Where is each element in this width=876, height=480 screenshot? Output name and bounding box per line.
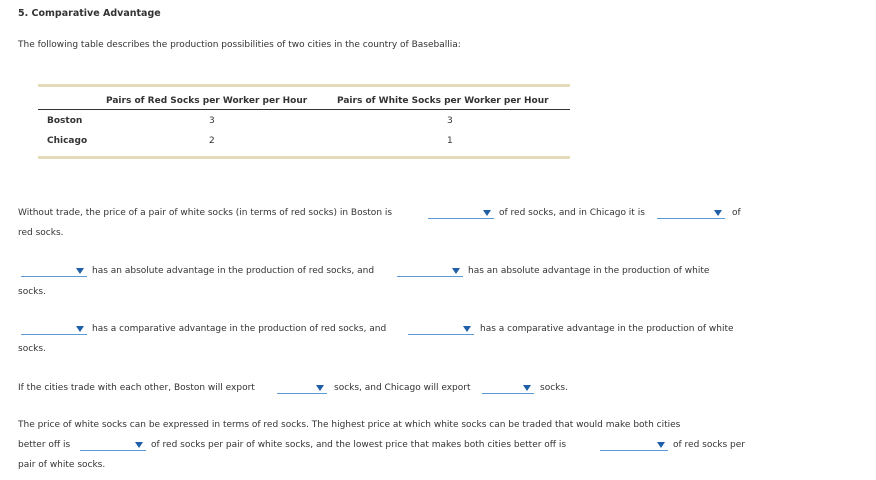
q1-text-2: of red socks, and in Chicago it is	[499, 208, 645, 218]
chevron-down-icon	[452, 268, 460, 274]
absolute-advantage-red-dropdown[interactable]	[21, 265, 87, 277]
boston-price-dropdown[interactable]	[428, 207, 494, 219]
q4-text-1: If the cities trade with each other, Boston will export	[18, 383, 255, 393]
chevron-down-icon	[76, 326, 84, 332]
chevron-down-icon	[714, 210, 722, 216]
q1-text-3: of	[732, 208, 741, 218]
q2-text-2: has an absolute advantage in the production of white	[468, 266, 710, 276]
chicago-export-dropdown[interactable]	[482, 382, 534, 394]
q1-text-4: red socks.	[18, 228, 64, 238]
chicago-price-dropdown[interactable]	[657, 207, 725, 219]
cell-chicago-red: 2	[209, 136, 215, 146]
highest-price-dropdown[interactable]	[80, 439, 146, 451]
row-label-chicago: Chicago	[47, 136, 88, 146]
header-divider	[38, 109, 570, 110]
comparative-advantage-red-dropdown[interactable]	[21, 323, 87, 335]
q2-text-3: socks.	[18, 287, 46, 297]
chevron-down-icon	[657, 442, 665, 448]
lowest-price-dropdown[interactable]	[600, 439, 668, 451]
q3-text-2: has a comparative advantage in the production of white	[480, 324, 734, 334]
cell-chicago-white: 1	[447, 136, 453, 146]
comparative-advantage-white-dropdown[interactable]	[408, 323, 474, 335]
q5-text-5: pair of white socks.	[18, 460, 106, 470]
header-white-socks: Pairs of White Socks per Worker per Hour	[337, 96, 549, 106]
q5-text-1: The price of white socks can be expressed in terms of red socks. The highest price at which white socks can be traded that would make both cities	[18, 420, 681, 430]
question-title: 5. Comparative Advantage	[18, 8, 161, 19]
boston-export-dropdown[interactable]	[277, 382, 327, 394]
absolute-advantage-white-dropdown[interactable]	[397, 265, 463, 277]
cell-boston-red: 3	[209, 116, 215, 126]
q4-text-3: socks.	[540, 383, 568, 393]
q1-text-1: Without trade, the price of a pair of white socks (in terms of red socks) in Boston is	[18, 208, 393, 218]
q5-text-2: better off is	[18, 440, 71, 450]
q4-text-2: socks, and Chicago will export	[334, 383, 471, 393]
chevron-down-icon	[463, 326, 471, 332]
intro-text: The following table describes the production possibilities of two cities in the country of Baseballia:	[18, 40, 461, 50]
row-label-boston: Boston	[47, 116, 83, 126]
q5-text-4: of red socks per	[673, 440, 746, 450]
chevron-down-icon	[76, 268, 84, 274]
header-red-socks: Pairs of Red Socks per Worker per Hour	[106, 96, 308, 106]
chevron-down-icon	[316, 385, 324, 391]
q3-text-1: has a comparative advantage in the production of red socks, and	[92, 324, 387, 334]
chevron-down-icon	[523, 385, 531, 391]
table-top-bar	[38, 84, 570, 87]
table-bottom-bar	[38, 156, 570, 159]
cell-boston-white: 3	[447, 116, 453, 126]
q2-text-1: has an absolute advantage in the production of red socks, and	[92, 266, 375, 276]
q5-text-3: of red socks per pair of white socks, and the lowest price that makes both cities better off is	[151, 440, 567, 450]
chevron-down-icon	[135, 442, 143, 448]
q3-text-3: socks.	[18, 344, 46, 354]
chevron-down-icon	[483, 210, 491, 216]
